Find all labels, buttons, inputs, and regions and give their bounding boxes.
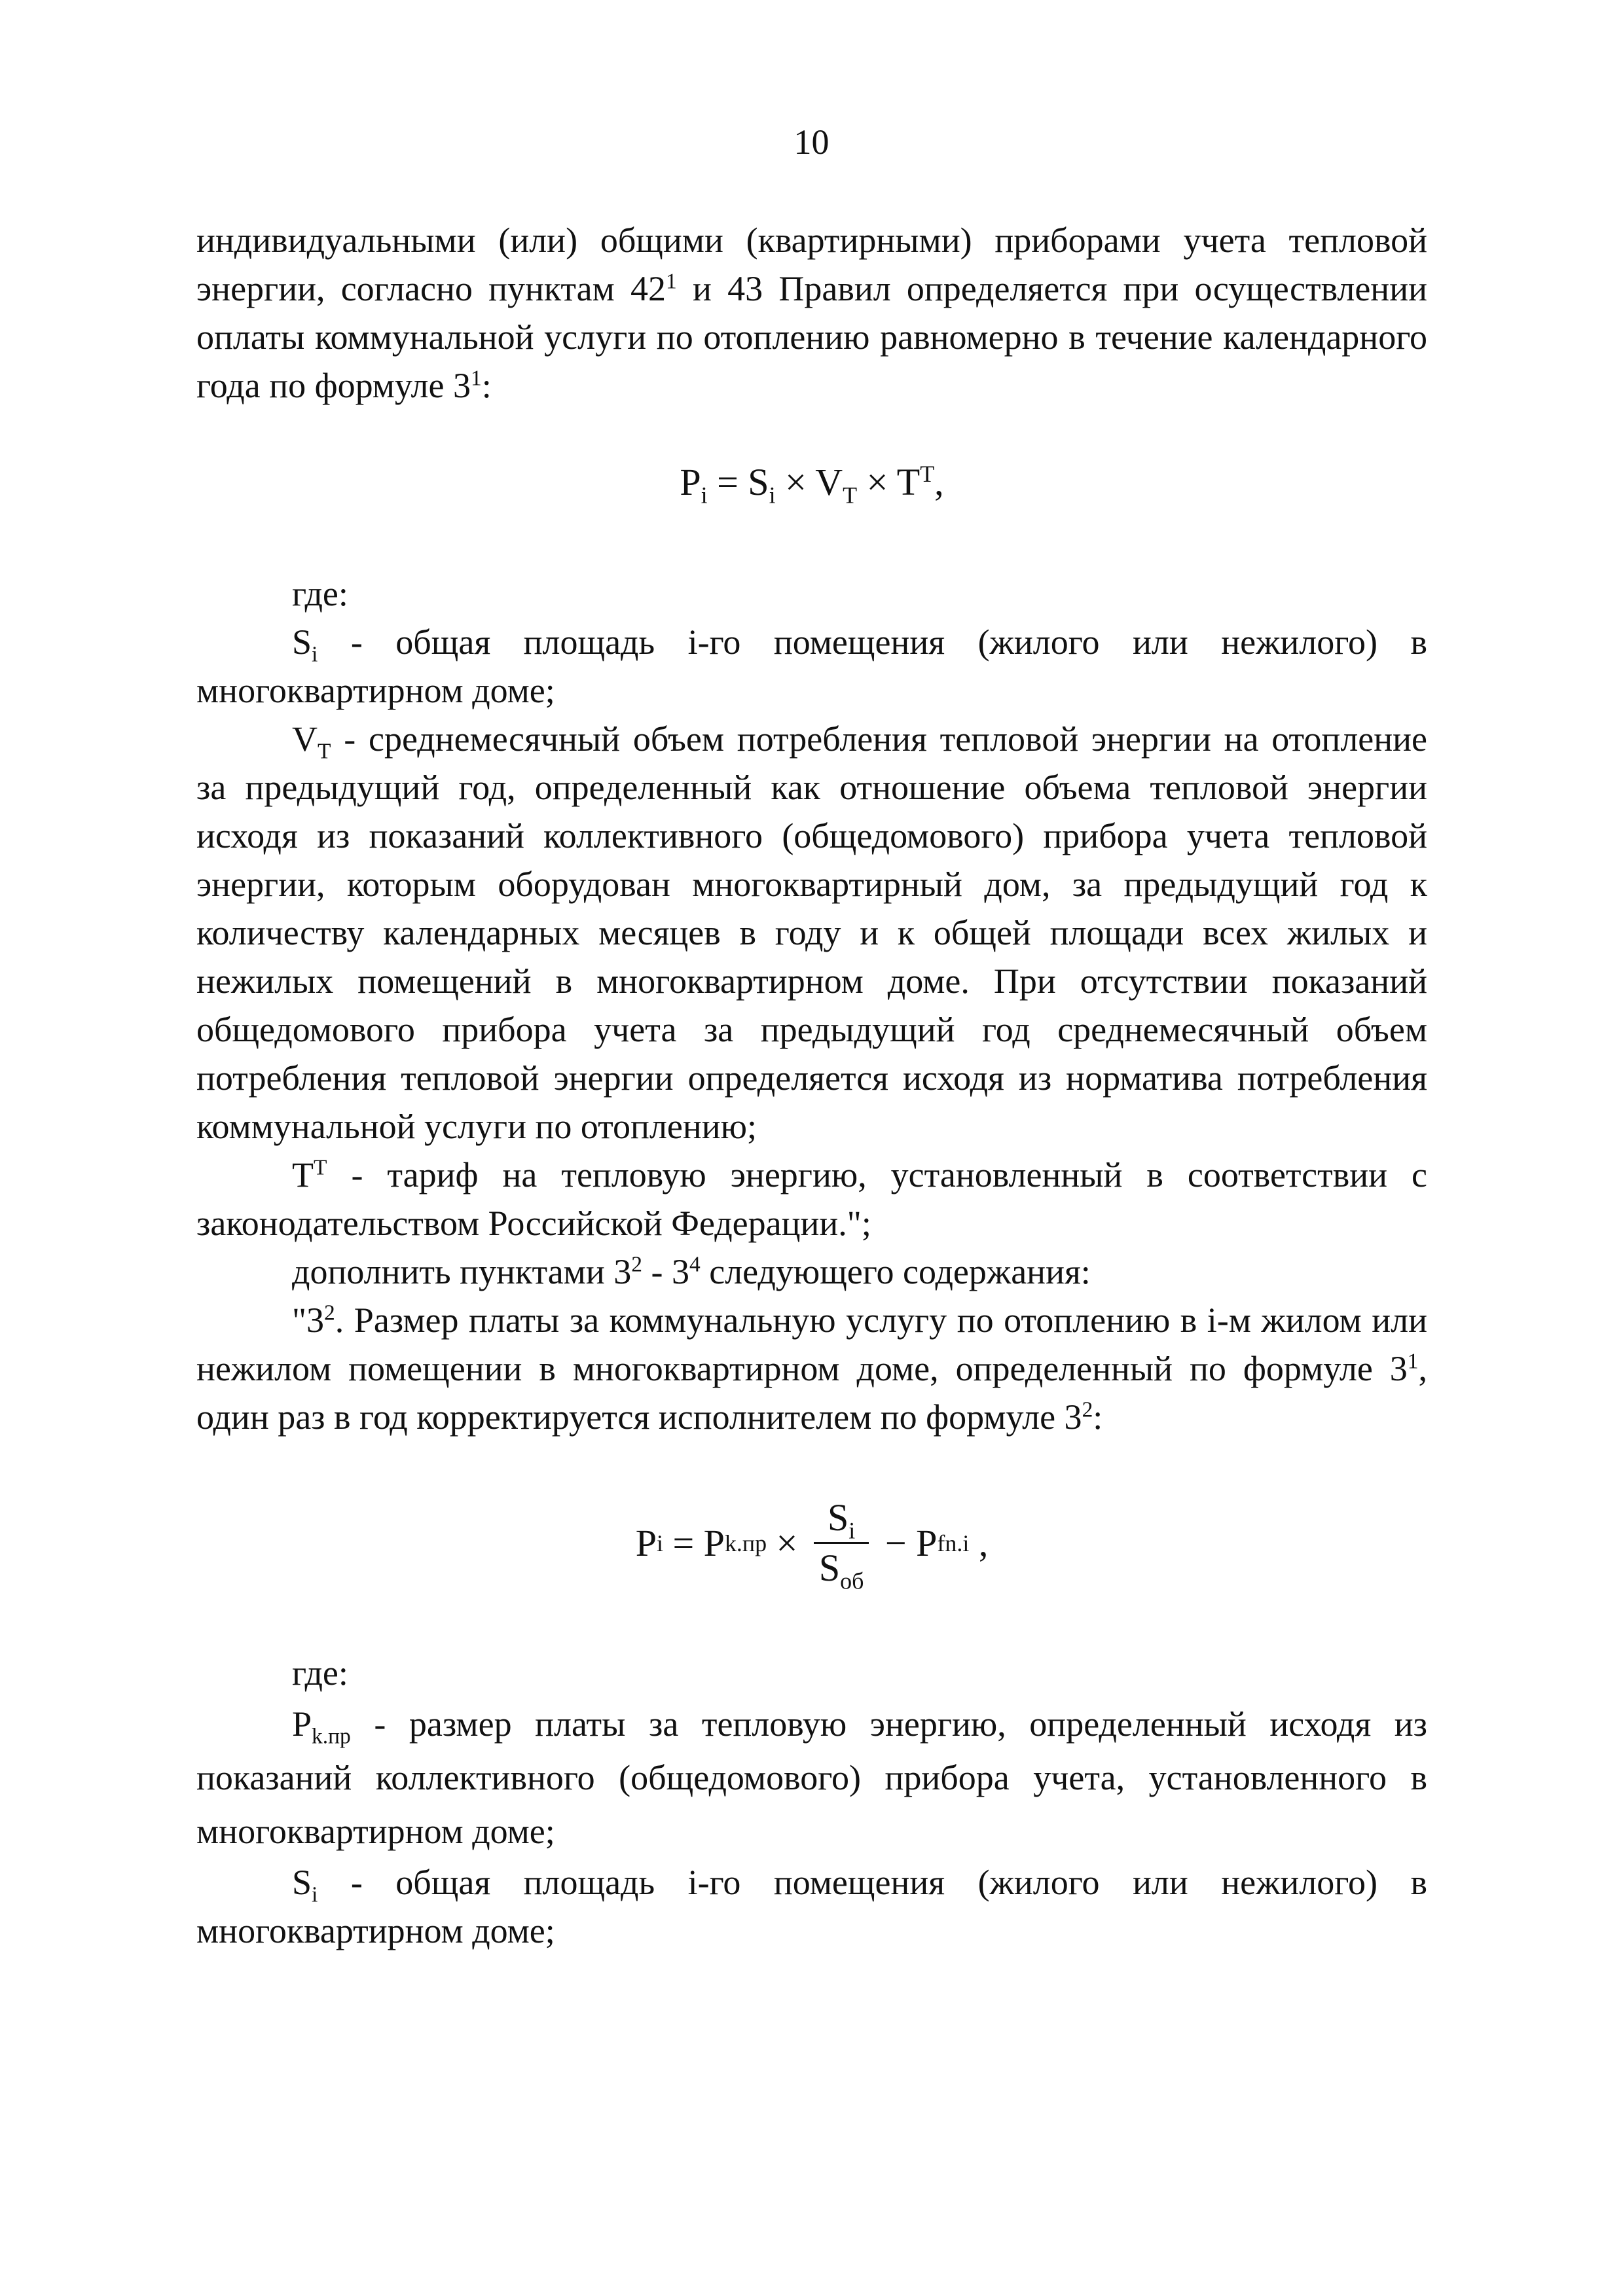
formula-subscript: i	[769, 482, 776, 509]
formula-fraction	[814, 1494, 869, 1592]
definition-subscript: i	[312, 1882, 318, 1907]
definition-text: - размер платы за тепловую энергию, определенный исходя из показаний коллективного (общедомового) прибора учета, установленного в многоквартирном доме;	[196, 1704, 1427, 1851]
definition-symbol: S	[292, 1863, 312, 1902]
paragraph-3-2	[196, 1296, 1427, 1441]
formula-operator: =	[663, 1521, 704, 1564]
superscript: 1	[470, 366, 482, 391]
definition-superscript: T	[314, 1155, 327, 1180]
definition-symbol: T	[292, 1155, 314, 1194]
formula-symbol: S	[827, 1496, 849, 1539]
definition-subscript: T	[318, 739, 331, 764]
paragraph-supplement	[196, 1247, 1427, 1296]
formula-superscript: T	[920, 461, 935, 488]
definition-si	[196, 618, 1427, 715]
formula-operator: ×	[775, 461, 816, 503]
page-number: 10	[793, 122, 830, 162]
superscript: 4	[689, 1252, 701, 1277]
formula-3-1	[196, 458, 1427, 507]
formula-symbol: P	[680, 461, 701, 503]
formula-punctuation: ,	[934, 461, 944, 503]
formula-3-2: P i = P k.пр × $\frac{S_i}{S_{об}}$ − P fn.i ,	[196, 1494, 1427, 1592]
superscript: 1	[666, 269, 677, 294]
formula-symbol: P	[703, 1521, 725, 1564]
text-run: следующего содержания:	[700, 1252, 1091, 1291]
superscript: 2	[324, 1300, 335, 1325]
text-run: . Размер платы за коммунальную услугу по отоплению в i-м жилом или нежилом помещении в многоквартирном доме, определенный по формуле 3	[196, 1300, 1427, 1388]
definition-symbol: V	[292, 719, 318, 759]
definition-symbol: P	[292, 1704, 312, 1744]
superscript: 2	[1082, 1397, 1093, 1422]
where-label: где:	[292, 1653, 348, 1693]
superscript: 1	[1407, 1349, 1419, 1374]
definition-text: - среднемесячный объем потребления тепловой энергии на отопление за предыдущий год, определенный как отношение объема тепловой энергии исходя из показаний коллективного (общедомового) прибора учета тепловой энергии, которым оборудован многоквартирный дом, за предыдущий год к количеству календарных месяцев в году и к общей площади всех жилых и нежилых помещений в многоквартирном доме. При отсутствии показаний общедомового прибора учета за предыдущий год среднемесячный объем потребления тепловой энергии определяется исходя из норматива потребления коммунальной услуги по отоплению;	[196, 719, 1427, 1146]
definition-vt	[196, 715, 1427, 1151]
text-run: :	[481, 366, 492, 405]
definition-text: - общая площадь i-го помещения (жилого или нежилого) в многоквартирном доме;	[196, 622, 1427, 710]
definition-pk	[196, 1697, 1427, 1858]
formula-symbol: S	[818, 1547, 841, 1589]
formula-operator: =	[707, 461, 748, 503]
text-run: :	[1093, 1397, 1103, 1437]
formula-symbol: P	[635, 1521, 657, 1564]
formula-operator: −	[875, 1521, 917, 1564]
document-body	[196, 216, 1427, 1955]
formula-punctuation: ,	[969, 1521, 989, 1564]
formula-subscript: об	[840, 1568, 864, 1594]
formula-symbol: S	[748, 461, 769, 503]
where-label: где:	[292, 574, 348, 613]
fraction-numerator	[822, 1494, 860, 1542]
formula-subscript: i	[848, 1517, 856, 1544]
definition-subscript: i	[312, 642, 318, 667]
text-run: дополнить пунктами 3	[292, 1252, 632, 1291]
definition-si-2	[196, 1858, 1427, 1955]
definition-tt	[196, 1151, 1427, 1247]
text-run: , один раз в год корректируется исполнителем по формуле 3	[196, 1349, 1427, 1437]
formula-subscript: T	[843, 482, 858, 509]
definition-subscript: k.пр	[312, 1724, 351, 1749]
formula-symbol: V	[815, 461, 843, 503]
formula-symbol: P	[916, 1521, 938, 1564]
text-run: и 43 Правил определяется при осуществлении оплаты коммунальной услуги по отоплению равномерно в течение календарного года по формуле 3	[196, 269, 1427, 405]
text-run: индивидуальными (или) общими (квартирными) приборами учета тепловой энергии, согласно пунктам 42	[196, 221, 1427, 308]
formula-operator: ×	[767, 1521, 807, 1564]
formula-symbol: T	[896, 461, 921, 503]
formula-operator: ×	[857, 461, 897, 503]
definition-text: - общая площадь i-го помещения (жилого или нежилого) в многоквартирном доме;	[196, 1863, 1427, 1950]
definition-text: - тариф на тепловую энергию, установленный в соответствии с законодательством Российской Федерации.";	[196, 1155, 1427, 1243]
superscript: 2	[631, 1252, 642, 1277]
paragraph-intro	[196, 216, 1427, 410]
formula-subscript: i	[701, 482, 708, 509]
definition-symbol: S	[292, 622, 312, 662]
text-run: "3	[292, 1300, 325, 1340]
text-run: - 3	[642, 1252, 689, 1291]
fraction-denominator	[814, 1544, 869, 1592]
